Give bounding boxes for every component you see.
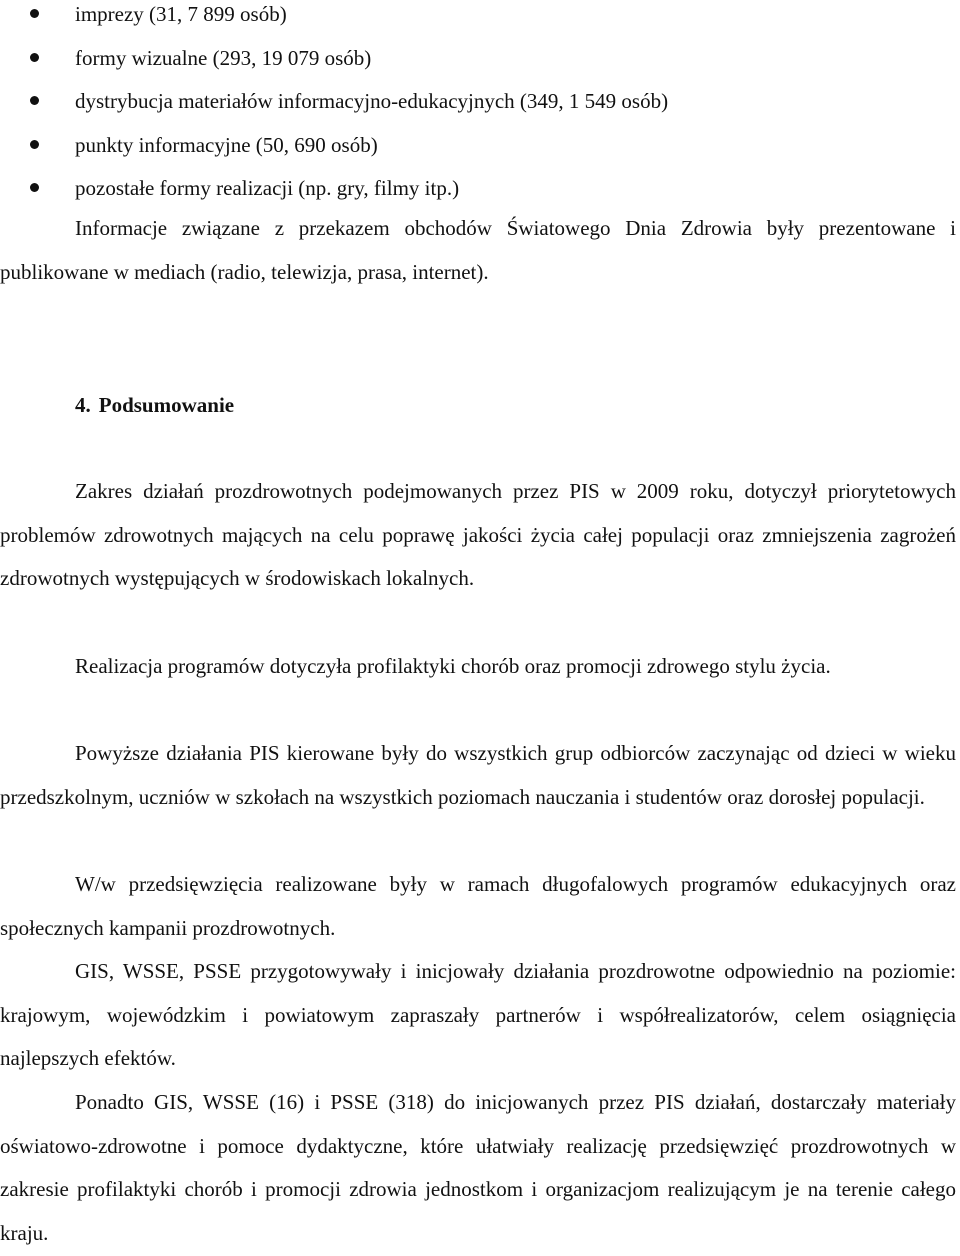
list-item-text: punkty informacyjne (50, 690 osób) [75,132,378,157]
bullet-list [0,0,960,218]
summary-paragraph-levels: GIS, WSSE, PSSE przygotowywały i inicjowały działania prozdrowotne odpowiednio na poziomie: krajowym, wojewódzkim i powiatowym zapraszały partnerów i współrealizatorów, celem osiągnięcia najlepszych efektów. [0,959,956,1071]
summary-paragraph-audience: Powyższe działania PIS kierowane były do wszystkich grup odbiorców zaczynając od dzieci w wieku przedszkolnym, uczniów w szkołach na wszystkich poziomach nauczania i studentów oraz dorosłej populacji. [0,741,956,809]
list-item-text: imprezy (31, 7 899 osób) [75,2,287,26]
list-item-text: formy wizualne (293, 19 079 osób) [75,45,372,70]
list-item [0,131,960,175]
summary-paragraph-programs: Realizacja programów dotyczyła profilaktyki chorób oraz promocji zdrowego stylu życia. [75,654,831,678]
summary-paragraph-campaigns: W/w przedsięwzięcia realizowane były w ramach długofalowych programów edukacyjnych oraz społecznych kampanii prozdrowotnych. [0,872,956,940]
summary-paragraph-scope: Zakres działań prozdrowotnych podejmowanych przez PIS w 2009 roku, dotyczył priorytetowych problemów zdrowotnych mających na celu poprawę jakości życia całej populacji oraz zmniejszenia zagrożeń zdrowotnych występujących w środowiskach lokalnych. [0,479,956,591]
summary-paragraph-materials: Ponadto GIS, WSSE (16) i PSSE (318) do inicjowanych przez PIS działań, dostarczały materiały oświatowo-zdrowotne i pomoce dydaktyczne, które ułatwiały realizację przedsięwzięć prozdrowotnych w zakresie profilaktyki chorób i promocji zdrowia jednostkom i organizacjom realizującym je na terenie całego kraju. [0,1090,956,1246]
list-item-text: dystrybucja materiałów informacyjno-edukacyjnych (349, 1 549 osób) [75,89,669,113]
bullet-icon [30,140,39,149]
bullet-icon [30,9,39,18]
list-item [0,0,960,44]
list-item [0,87,960,131]
section-title: Podsumowanie [98,393,235,417]
bullet-icon [30,183,39,192]
bullet-icon [30,53,39,62]
list-item [0,44,960,88]
section-heading [75,390,234,420]
media-info-paragraph: Informacje związane z przekazem obchodów Światowego Dnia Zdrowia były prezentowane i publikowane w mediach (radio, telewizja, prasa, internet). [0,216,956,284]
list-item-text: pozostałe formy realizacji (np. gry, filmy itp.) [75,176,460,200]
bullet-icon [30,96,39,105]
section-number: 4. [75,393,91,417]
